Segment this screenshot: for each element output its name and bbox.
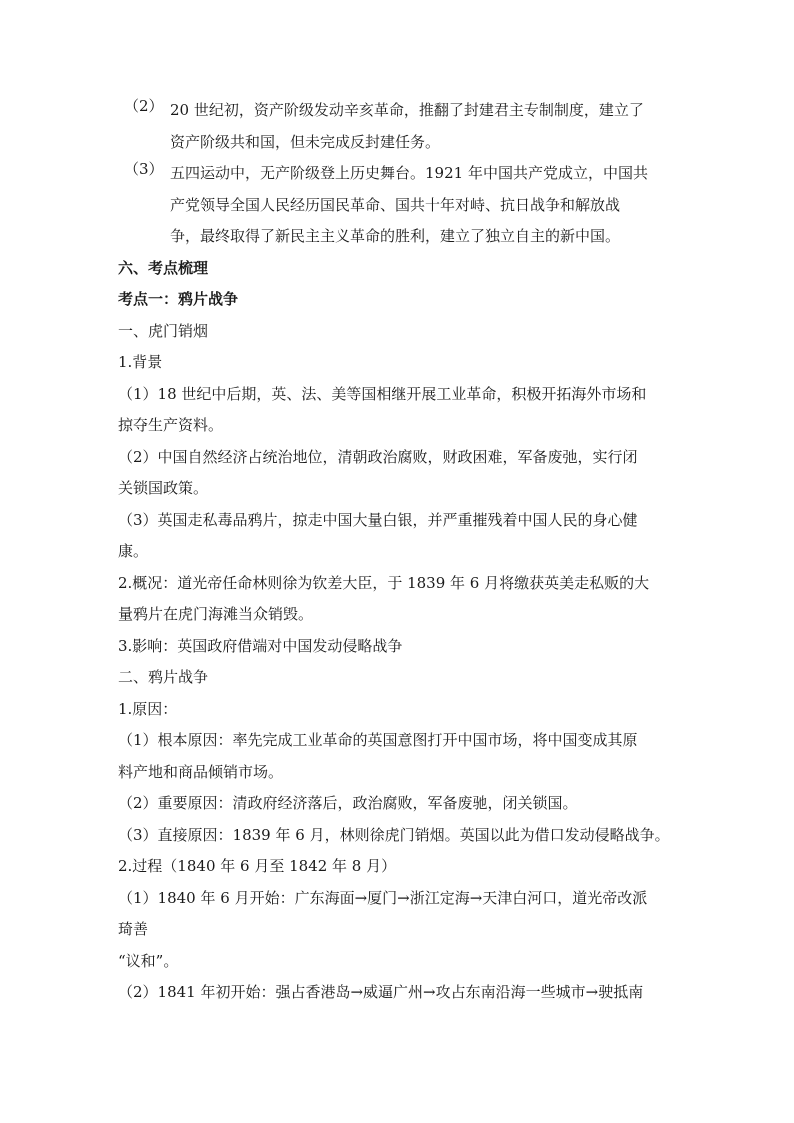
- text-line: 3.影响：英国政府借端对中国发动侵略战争: [118, 636, 403, 655]
- text-line: 1.背景: [118, 353, 163, 371]
- text-line: （3）直接原因：1839 年 6 月，林则徐虎门销烟。英国以此为借口发动侵略战争。: [118, 825, 670, 844]
- numbered-item-3: [118, 158, 678, 253]
- text-line: 琦善: [118, 920, 149, 938]
- item-number: （3）: [124, 160, 164, 178]
- text-line: 关锁国政策。: [118, 479, 209, 497]
- text-line: （1）根本原因：率先完成工业革命的英国意图打开中国市场，将中国变成其原: [118, 731, 638, 749]
- text-line: 2.概况：道光帝任命林则徐为钦差大臣，于 1839 年 6 月将缴获英美走私贩的大: [118, 573, 650, 592]
- text-line: 掠夺生产资料。: [118, 416, 224, 434]
- text-line: “议和”。: [118, 951, 179, 970]
- text-line: 1.原因：: [118, 699, 178, 718]
- text-line: （1）18 世纪中后期，英、法、美等国相继开展工业革命，积极开拓海外市场和: [118, 384, 647, 403]
- text-line: 料产地和商品倾销市场。: [118, 762, 284, 781]
- text-line: 争，最终取得了新民主主义革命的胜利，建立了独立自主的新中国。: [170, 227, 621, 245]
- text-line: 资产阶级共和国，但未完成反封建任务。: [170, 132, 441, 151]
- text-line: （3）英国走私毒品鸦片，掠走中国大量白银，并严重摧残着中国人民的身心健: [118, 510, 638, 529]
- text-line: （2）重要原因：清政府经济落后，政治腐败，军备废驰，闭关锁国。: [118, 794, 578, 812]
- document-content: [118, 95, 678, 1009]
- item-number: （2）: [124, 97, 164, 115]
- text-line: （2）1841 年初开始：强占香港岛→威逼广州→攻占东南沿海一些城市→驶抵南: [118, 983, 644, 1001]
- topic-title: 考点一：鸦片战争: [118, 290, 239, 308]
- section-title: 六、考点梳理: [118, 258, 209, 277]
- text-line: 2.过程（1840 年 6 月至 1842 年 8 月）: [118, 857, 397, 875]
- heading-opium-war: 二、鸦片战争: [118, 668, 209, 686]
- text-line: 产党领导全国人民经历国民革命、国共十年对峙、抗日战争和解放战: [170, 195, 621, 214]
- text-line: （1）1840 年 6 月开始：广东海面→厦门→浙江定海→天津白河口，道光帝改派: [118, 888, 648, 907]
- heading-humen: 一、虎门销烟: [118, 321, 209, 340]
- text-line: 五四运动中，无产阶级登上历史舞台。1921 年中国共产党成立，中国共: [170, 164, 648, 182]
- text-line: 20 世纪初，资产阶级发动辛亥革命，推翻了封建君主专制制度，建立了: [170, 101, 644, 119]
- numbered-item-2: [118, 95, 678, 158]
- text-line: 康。: [118, 542, 149, 560]
- text-line: （2）中国自然经济占统治地位，清朝政治腐败，财政困难，军备废弛，实行闭: [118, 447, 638, 466]
- text-line: 量鸦片在虎门海滩当众销毁。: [118, 605, 314, 623]
